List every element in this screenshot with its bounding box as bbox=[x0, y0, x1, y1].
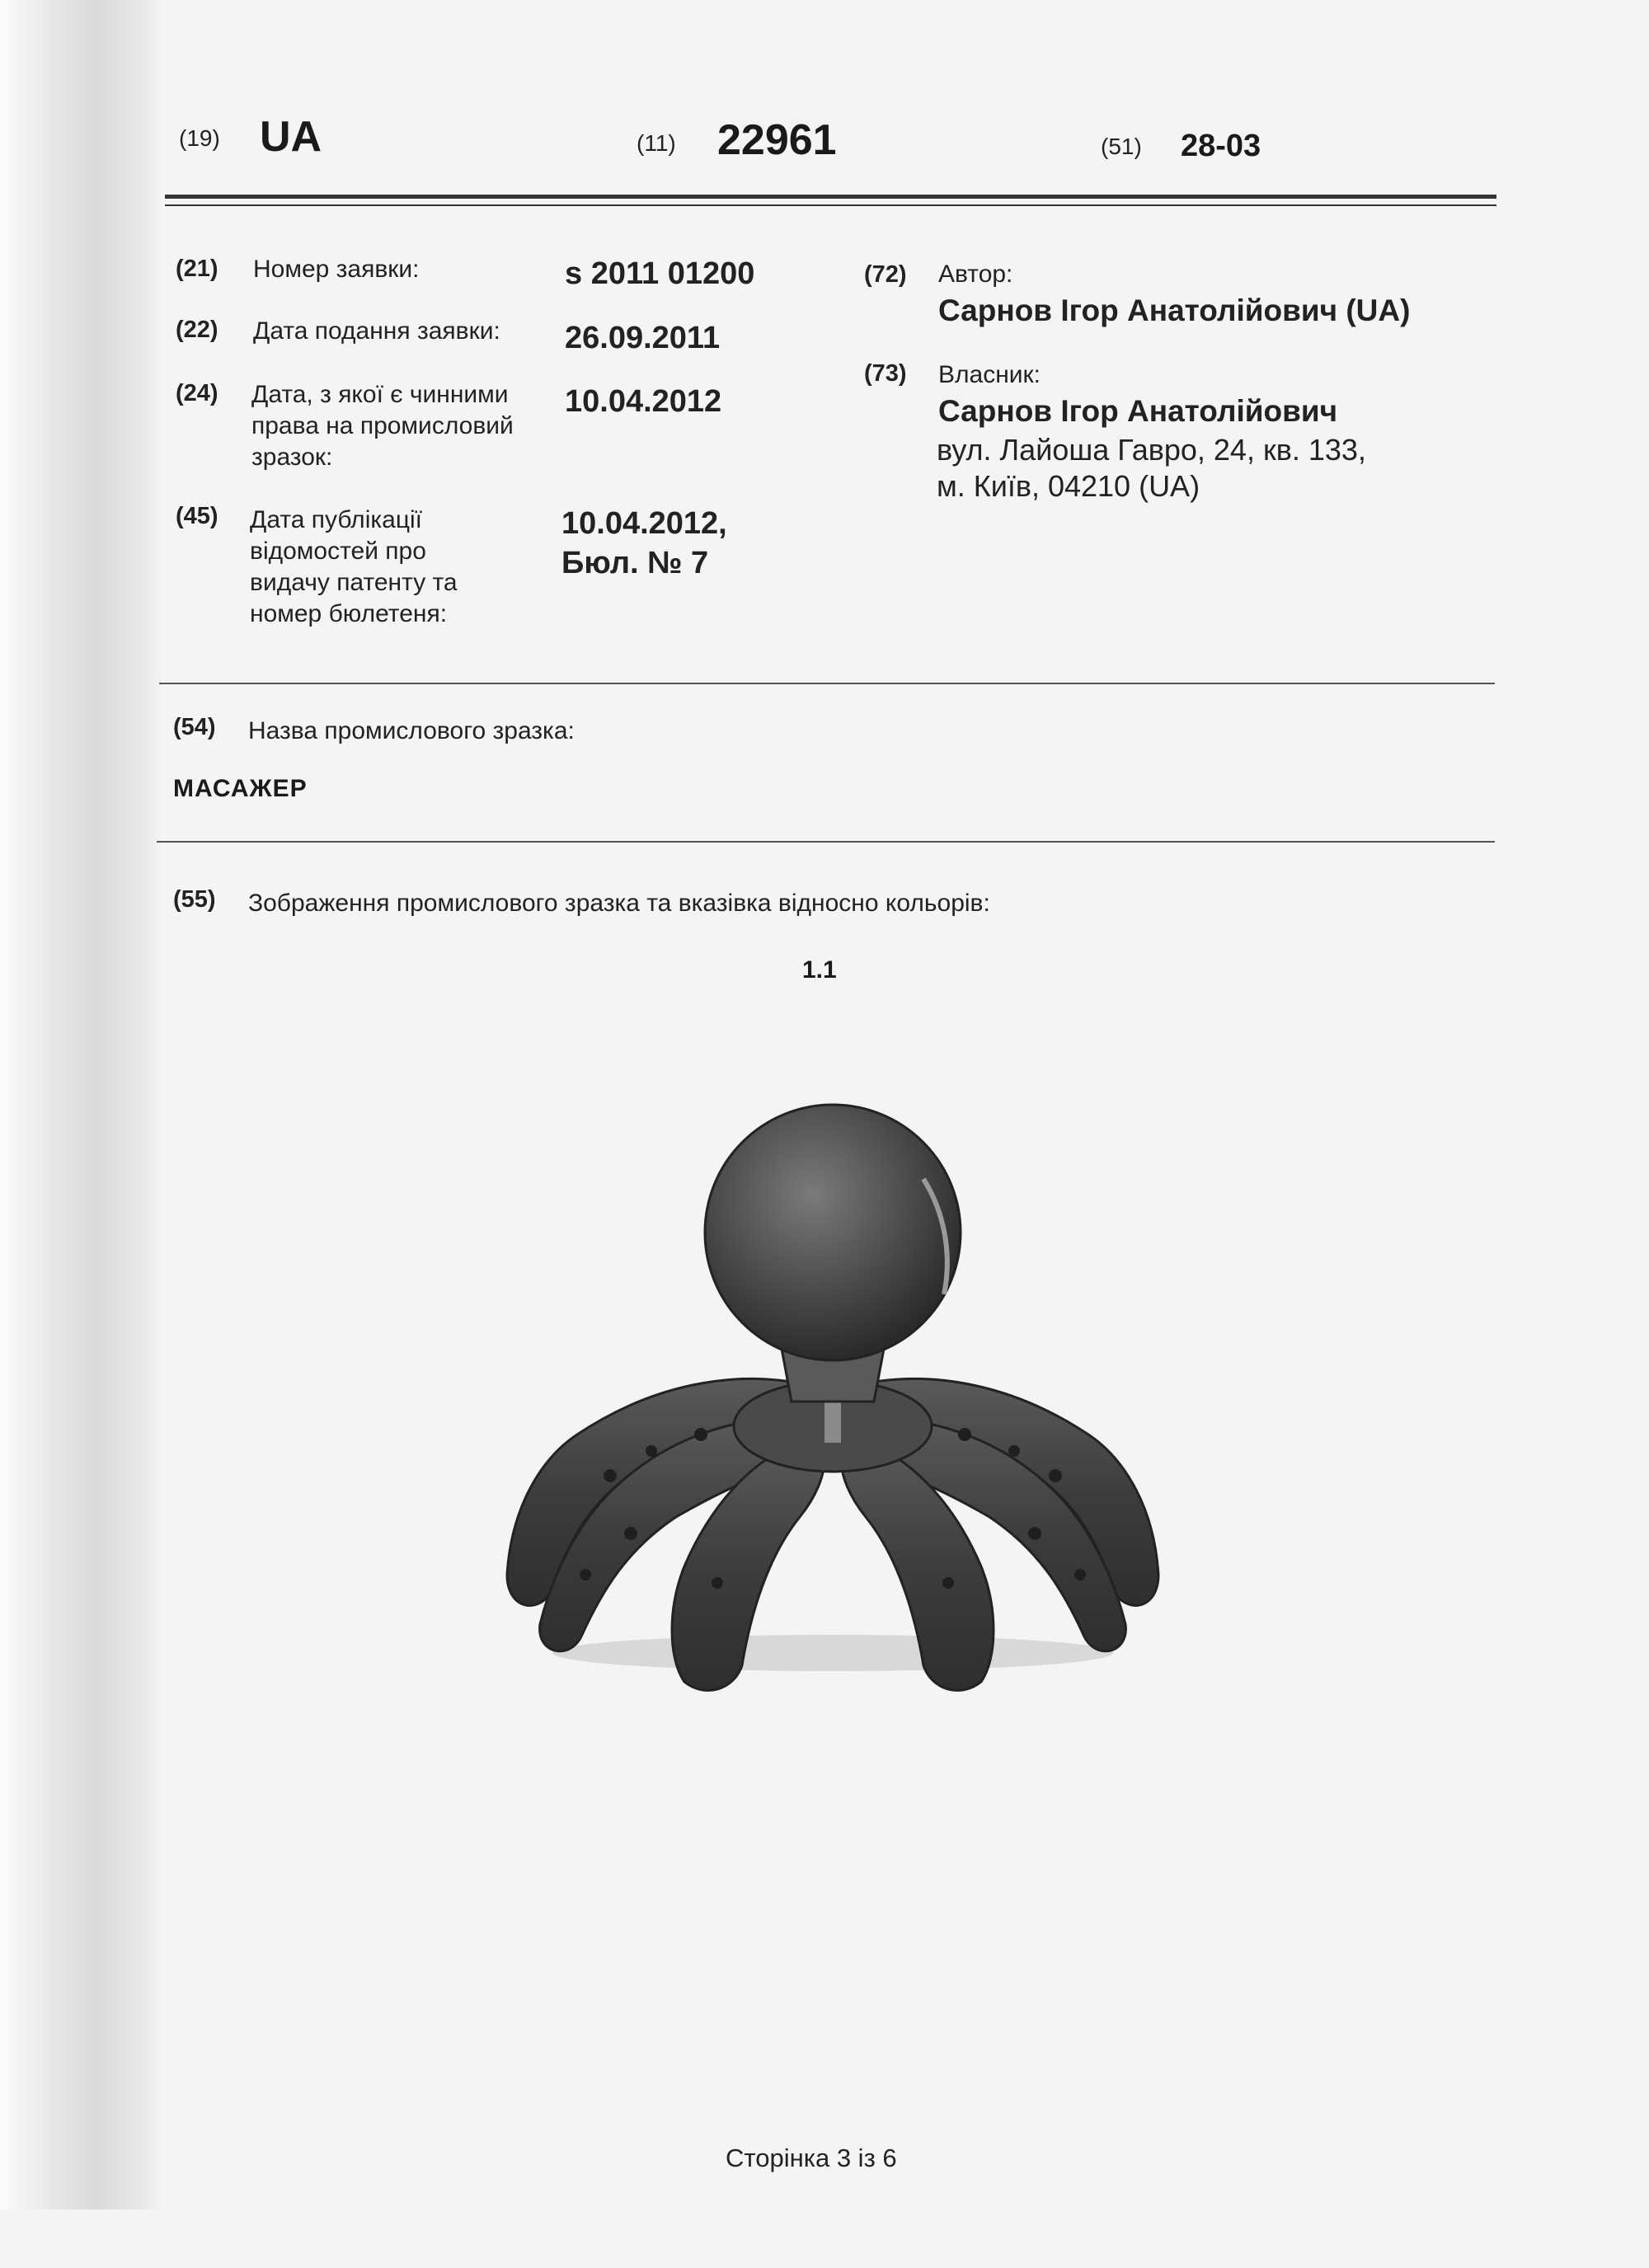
field-45-code: (45) bbox=[176, 503, 218, 529]
design-title: МАСАЖЕР bbox=[173, 775, 308, 802]
field-72-code: (72) bbox=[864, 261, 907, 288]
section-rule-2 bbox=[157, 841, 1495, 843]
rights-date: 10.04.2012 bbox=[565, 384, 722, 419]
field-24-label: Дата, з якої є чинними права на промисловий зразок: bbox=[251, 381, 514, 471]
classification: 28-03 bbox=[1181, 129, 1261, 163]
field-21-label: Номер заявки: bbox=[253, 256, 420, 283]
shadow-shape bbox=[552, 1635, 1113, 1671]
field-54-label: Назва промислового зразка: bbox=[248, 717, 575, 744]
field-22-code: (22) bbox=[176, 317, 218, 343]
bulletin-number: Бюл. № 7 bbox=[561, 546, 709, 580]
field-19-code: (19) bbox=[179, 125, 220, 151]
field-72-label: Автор: bbox=[938, 261, 1013, 288]
field-22-label: Дата подання заявки: bbox=[253, 317, 500, 345]
massager-photo bbox=[462, 1047, 1204, 1707]
header-rule-thin bbox=[165, 204, 1496, 206]
scan-edge bbox=[0, 0, 161, 2209]
field-21-code: (21) bbox=[176, 256, 218, 282]
header-rule-thick bbox=[165, 195, 1496, 199]
field-73-code: (73) bbox=[864, 360, 907, 387]
section-rule-1 bbox=[159, 683, 1495, 684]
field-55-code: (55) bbox=[173, 886, 216, 913]
field-11-code: (11) bbox=[637, 130, 676, 156]
patent-number: 22961 bbox=[717, 116, 837, 164]
owner-address-line2: м. Київ, 04210 (UA) bbox=[937, 469, 1200, 503]
country-code: UA bbox=[260, 113, 322, 161]
field-73-label: Власник: bbox=[938, 361, 1041, 388]
publication-date: 10.04.2012, bbox=[561, 506, 727, 541]
field-51-code: (51) bbox=[1101, 134, 1142, 159]
field-45-label: Дата публікації відомостей про видачу патенту та номер бюлетеня: bbox=[250, 506, 458, 627]
field-54-code: (54) bbox=[173, 714, 216, 740]
author-name: Сарнов Ігор Анатолійович (UA) bbox=[938, 293, 1411, 327]
filing-date: 26.09.2011 bbox=[565, 321, 721, 355]
handle-ball bbox=[705, 1105, 961, 1360]
owner-name: Сарнов Ігор Анатолійович bbox=[938, 394, 1338, 428]
figure-label: 1.1 bbox=[802, 956, 837, 984]
owner-address-line1: вул. Лайоша Гавро, 24, кв. 133, bbox=[937, 433, 1366, 467]
field-24-code: (24) bbox=[176, 380, 218, 406]
application-number: s 2011 01200 bbox=[565, 256, 755, 291]
field-55-label: Зображення промислового зразка та вказівка відносно кольорів: bbox=[248, 890, 990, 917]
page-number: Сторінка 3 із 6 bbox=[726, 2144, 897, 2172]
